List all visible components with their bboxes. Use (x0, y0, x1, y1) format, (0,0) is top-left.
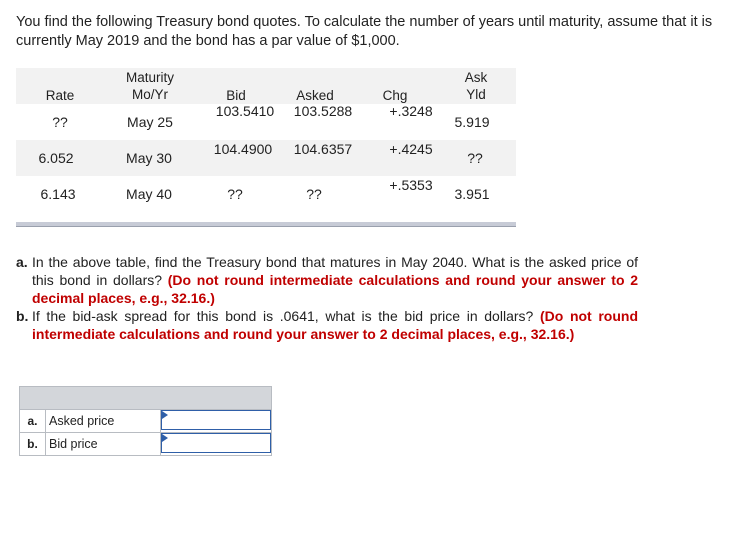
header-bid: Bid (226, 88, 246, 103)
answer-b-label: Bid price (49, 437, 98, 451)
row1-chg: +.3248 (389, 103, 433, 119)
input-corner-icon (162, 411, 168, 419)
row2-rate: 6.052 (38, 150, 74, 166)
header-chg: Chg (382, 88, 408, 103)
question-a-note: (Do not round intermediate calculations and round your answer to 2 decimal places, e.g., 32.16.) (32, 272, 639, 306)
header-asked: Asked (296, 88, 334, 103)
questions (16, 253, 638, 343)
row1-yld: 5.919 (454, 114, 490, 130)
answer-row-bid (19, 433, 272, 456)
answer-a-letter: a. (20, 410, 46, 432)
bid-price-input[interactable] (161, 433, 271, 453)
row1-asked: 103.5288 (293, 103, 353, 119)
answer-table-header (19, 386, 272, 410)
treasury-quote-table (16, 68, 516, 227)
question-a-text: In the above table, find the Treasury bond that matures in May 2040. What is the asked price of this bond in dollars? (32, 254, 638, 288)
table-bottom-rule (16, 222, 516, 227)
asked-price-input[interactable] (161, 410, 271, 430)
answer-a-label: Asked price (49, 414, 115, 428)
header-ask: Ask (464, 70, 488, 85)
row2-chg: +.4245 (389, 141, 433, 157)
question-b-note: (Do not round intermediate calculations and round your answer to 2 decimal places, e.g., 32.16.) (32, 308, 639, 342)
question-b (16, 307, 638, 343)
row3-rate: 6.143 (40, 186, 76, 202)
row3-maturity: May 40 (126, 186, 172, 202)
answer-a-input-cell (160, 410, 273, 432)
row3-chg: +.5353 (389, 177, 433, 193)
row2-asked: 104.6357 (293, 141, 353, 157)
row1-maturity: May 25 (127, 114, 173, 130)
question-b-text: If the bid-ask spread for this bond is .0641, what is the bid price in dollars? (32, 308, 534, 324)
row3-bid: ?? (227, 186, 243, 202)
answer-row-asked (19, 410, 272, 433)
answer-b-input-cell (160, 433, 273, 455)
problem-intro: You find the following Treasury bond quotes. To calculate the number of years until maturity, assume that it is currently May 2019 and the bond has a par value of $1,000. (16, 14, 713, 49)
question-b-label: b. (16, 308, 29, 324)
header-rate: Rate (45, 88, 75, 103)
header-maturity-format: Mo/Yr (131, 87, 169, 102)
row2-bid: 104.4900 (213, 141, 273, 157)
header-maturity: Maturity (125, 70, 175, 85)
row1-bid: 103.5410 (215, 103, 275, 119)
row3-yld: 3.951 (454, 186, 490, 202)
input-corner-icon (162, 434, 168, 442)
answer-table (19, 386, 272, 456)
answer-b-letter: b. (20, 433, 46, 455)
question-a (16, 253, 638, 307)
header-yld: Yld (466, 87, 486, 102)
row2-yld: ?? (467, 150, 483, 166)
row3-asked: ?? (306, 186, 322, 202)
row2-maturity: May 30 (126, 150, 172, 166)
question-a-label: a. (16, 254, 28, 270)
row1-rate: ?? (52, 114, 68, 130)
header-band (16, 68, 516, 104)
